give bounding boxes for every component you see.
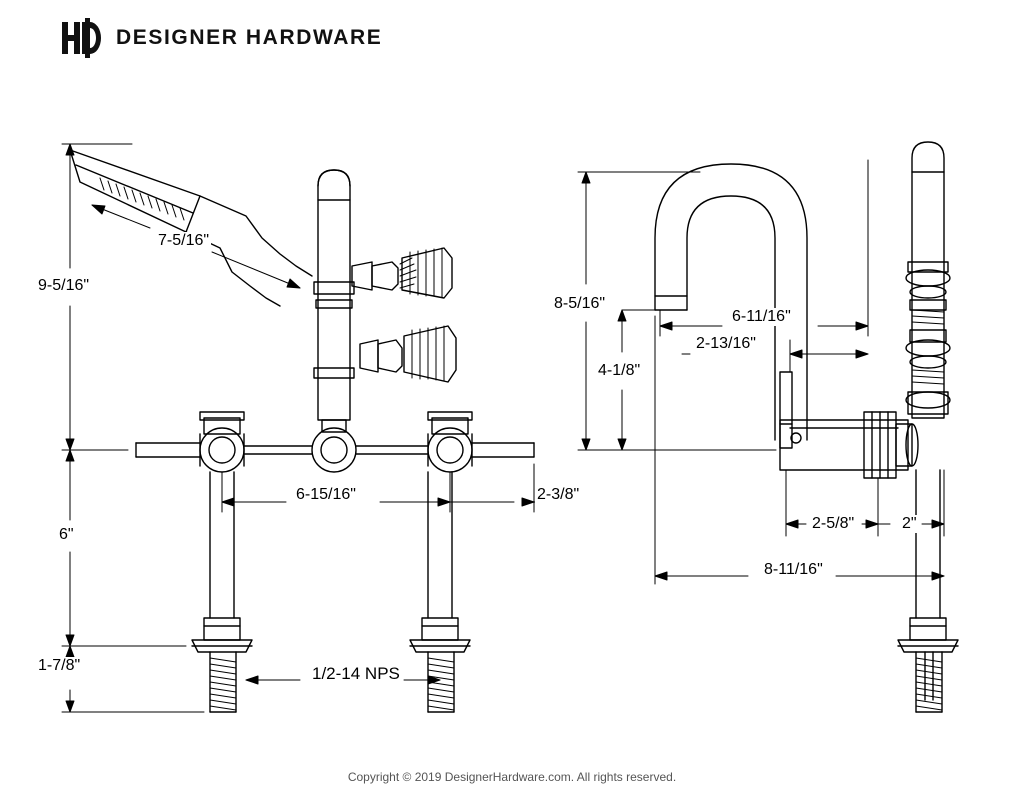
dimension-label-thread-size: 1/2-14 NPS xyxy=(312,664,400,683)
dimension-label-handle-spray-length: 7-5/16" xyxy=(158,232,210,249)
dimension-label-shank-length: 1-7/8" xyxy=(38,657,81,674)
copyright-footer xyxy=(0,770,1024,784)
copyright-text: Copyright © 2019 DesignerHardware.com. All rights reserved. xyxy=(347,770,677,784)
brand-name: DESIGNER HARDWARE xyxy=(116,26,383,49)
dimension-label-deck-to-base: 6" xyxy=(59,526,74,543)
dimension-label-overall-height-above-deck: 9-5/16" xyxy=(38,277,90,294)
dimension-label-body-depth-rear: 2" xyxy=(902,515,917,532)
dimension-label-spout-clearance: 4-1/8" xyxy=(598,362,641,379)
dimension-label-handle-extension: 2-3/8" xyxy=(537,486,580,503)
dimension-label-spout-reach: 6-11/16" xyxy=(732,308,791,325)
dimension-label-spout-height: 8-5/16" xyxy=(554,295,606,312)
dimension-label-center-to-center: 6-15/16" xyxy=(296,486,356,503)
dimension-label-body-depth-front: 2-5/8" xyxy=(812,515,855,532)
dimension-label-overall-depth: 8-11/16" xyxy=(764,561,823,578)
dimension-label-spout-offset: 2-13/16" xyxy=(696,335,756,352)
